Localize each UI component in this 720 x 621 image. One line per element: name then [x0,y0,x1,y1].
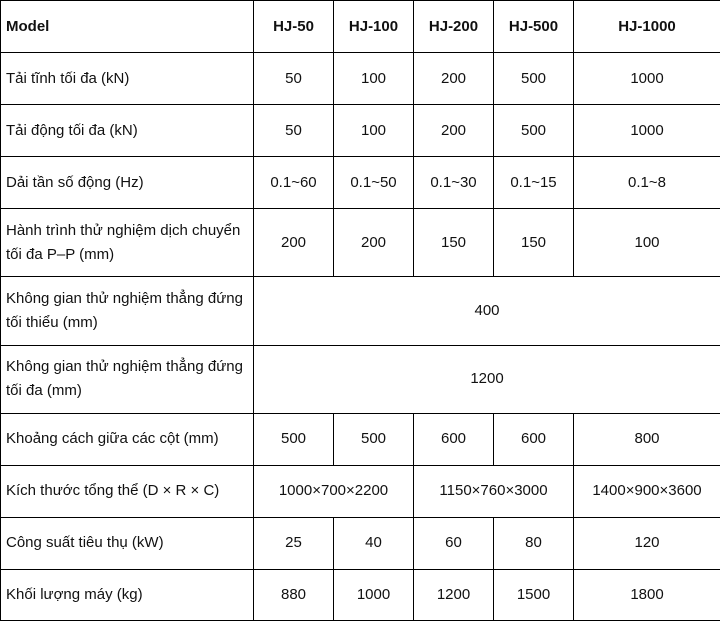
cell-value: 200 [334,209,414,277]
cell-value: 500 [334,413,414,465]
row-label: Hành trình thử nghiệm dịch chuyển tối đa P–P (mm) [1,209,254,277]
row-label: Kích thước tổng thể (D × R × C) [1,465,254,517]
cell-value: 880 [254,569,334,620]
cell-value-merged: 1150×760×3000 [414,465,574,517]
header-hj-500: HJ-500 [494,1,574,53]
cell-value: 100 [574,209,720,277]
cell-value: 0.1~8 [574,157,720,209]
row-label: Công suất tiêu thụ (kW) [1,517,254,569]
header-hj-1000: HJ-1000 [574,1,720,53]
cell-value: 60 [414,517,494,569]
cell-value: 500 [494,105,574,157]
cell-value: 0.1~15 [494,157,574,209]
cell-value-merged: 400 [254,277,720,345]
cell-value: 1200 [414,569,494,620]
row-label: Khoảng cách giữa các cột (mm) [1,413,254,465]
header-hj-50: HJ-50 [254,1,334,53]
cell-value: 150 [414,209,494,277]
row-label: Khối lượng máy (kg) [1,569,254,620]
cell-value: 150 [494,209,574,277]
table-row [1,517,720,569]
cell-value: 100 [334,105,414,157]
row-label: Không gian thử nghiệm thẳng đứng tối thiểu (mm) [1,277,254,345]
header-hj-200: HJ-200 [414,1,494,53]
cell-value: 500 [494,53,574,105]
cell-value: 1000 [574,105,720,157]
cell-value: 200 [254,209,334,277]
cell-value: 600 [414,413,494,465]
cell-value-merged: 1200 [254,345,720,413]
cell-value: 1800 [574,569,720,620]
cell-value: 0.1~50 [334,157,414,209]
table-row [1,569,720,620]
cell-value: 600 [494,413,574,465]
cell-value: 1000 [574,53,720,105]
table-row [1,105,720,157]
cell-value: 1500 [494,569,574,620]
cell-value: 500 [254,413,334,465]
table-row [1,345,720,413]
row-label: Không gian thử nghiệm thẳng đứng tối đa (mm) [1,345,254,413]
cell-value: 80 [494,517,574,569]
header-model: Model [1,1,254,53]
cell-value: 50 [254,105,334,157]
table-row [1,53,720,105]
cell-value: 25 [254,517,334,569]
table-row [1,413,720,465]
table-row [1,465,720,517]
cell-value: 1400×900×3600 [574,465,720,517]
header-row [1,1,720,53]
cell-value: 40 [334,517,414,569]
table-row [1,157,720,209]
cell-value: 100 [334,53,414,105]
row-label: Tải tĩnh tối đa (kN) [1,53,254,105]
row-label: Dải tần số động (Hz) [1,157,254,209]
cell-value: 0.1~30 [414,157,494,209]
cell-value: 50 [254,53,334,105]
table-row [1,277,720,345]
cell-value: 0.1~60 [254,157,334,209]
row-label: Tải động tối đa (kN) [1,105,254,157]
cell-value: 200 [414,105,494,157]
cell-value: 200 [414,53,494,105]
table-row [1,209,720,277]
cell-value: 800 [574,413,720,465]
cell-value-merged: 1000×700×2200 [254,465,414,517]
cell-value: 120 [574,517,720,569]
header-hj-100: HJ-100 [334,1,414,53]
cell-value: 1000 [334,569,414,620]
